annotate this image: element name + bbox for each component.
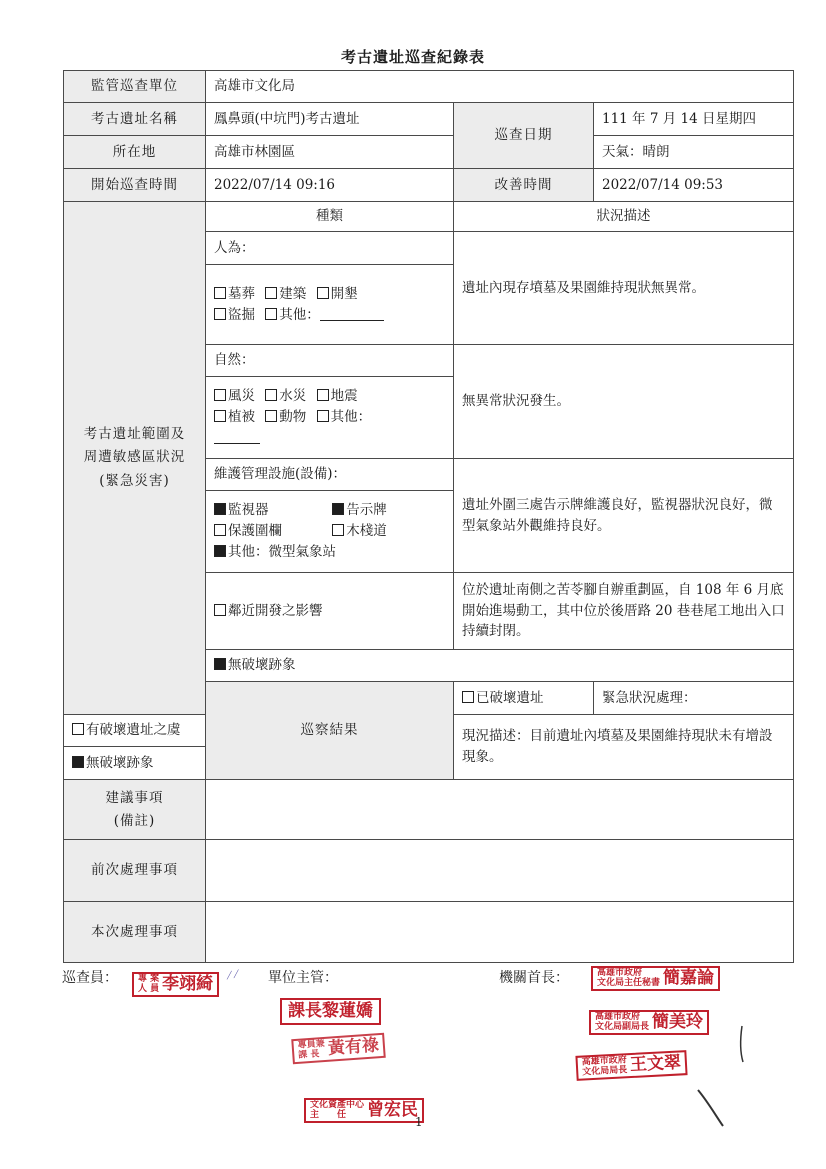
current-value[interactable]	[206, 902, 794, 963]
nearby-option	[206, 573, 454, 650]
nearby-desc: 位於遺址南側之苦苓腳自辦重劃區，自 108 年 6 月底開始進場動工，其中位於後厝路 20 巷巷尾工地出入口持續封閉。	[454, 573, 794, 650]
facility-other-checkbox[interactable]	[214, 545, 226, 557]
nature-other-label: 其他：	[330, 409, 372, 426]
weather-value: 天氣：晴朗	[594, 136, 794, 169]
form-title: 考古遺址巡查紀錄表	[340, 48, 485, 66]
result-risk	[64, 715, 206, 747]
start-time-label: 開始巡查時間	[64, 169, 206, 202]
result-no-damage	[64, 747, 206, 780]
end-time-value: 2022/07/14 09:53	[594, 169, 794, 202]
stamp-section-chief-name: 課長黎蓮嬌	[288, 1001, 373, 1022]
section-no-damage	[206, 650, 794, 682]
human-reclaim-label: 開墾	[330, 285, 358, 302]
stamp-inspector-title: 專 案 人 員	[138, 974, 160, 994]
human-building-label: 建築	[279, 285, 307, 302]
section-label-line2: 周遭敏感區狀況	[83, 449, 186, 466]
stamp-deputy-name: 簡美玲	[652, 1012, 704, 1033]
result-destroyed	[454, 682, 594, 715]
stamp-section-chief	[280, 998, 381, 1025]
facility-heading: 維護管理設施(設備)：	[206, 459, 454, 491]
nature-desc: 無異常狀況發生。	[454, 345, 794, 459]
section-label-line1: 考古遺址範圍及	[83, 425, 186, 442]
result-no-damage-label: 無破壞跡象	[86, 754, 154, 771]
stamp-center-director	[304, 1098, 424, 1123]
result-risk-checkbox[interactable]	[72, 723, 84, 735]
chief-label: 機關首長：	[499, 970, 569, 986]
facility-signboard-label: 告示牌	[346, 502, 387, 519]
result-emergency: 緊急狀況處理：	[594, 682, 794, 715]
col-desc-header: 狀況描述	[454, 202, 794, 232]
section-no-damage-checkbox[interactable]	[214, 658, 226, 670]
result-status: 現況描述：目前遺址內墳墓及果園維持現狀未有增設現象。	[454, 715, 794, 780]
nature-options	[206, 377, 454, 459]
result-destroyed-label: 已破壞遺址	[476, 689, 544, 706]
supervisor-label: 單位主管：	[268, 970, 338, 986]
section-label	[64, 202, 206, 715]
nature-typhoon-checkbox[interactable]	[214, 389, 226, 401]
nearby-checkbox[interactable]	[214, 604, 226, 616]
end-time-label: 改善時間	[454, 169, 594, 202]
nature-vegetation-checkbox[interactable]	[214, 410, 226, 422]
stamp-inspector	[132, 972, 219, 997]
human-reclaim-checkbox[interactable]	[317, 287, 329, 299]
stamp-secretary-title: 高雄市政府 文化局主任秘書	[597, 968, 661, 988]
pen-stroke-mark	[690, 1020, 760, 1130]
result-no-damage-checkbox[interactable]	[72, 756, 84, 768]
stamp-secretary-name: 簡嘉論	[663, 968, 715, 989]
unit-value: 高雄市文化局	[206, 71, 794, 103]
stamp-specialist-name: 黃有祿	[327, 1035, 380, 1059]
stamp-director-title: 高雄市政府 文化局局長	[581, 1055, 628, 1078]
stamp-director-name: 王文翠	[629, 1052, 682, 1076]
date-label: 巡查日期	[454, 103, 594, 169]
nature-animal-label: 動物	[279, 409, 307, 426]
site-label: 考古遺址名稱	[64, 103, 206, 136]
stamp-center-name: 曾宏民	[367, 1100, 419, 1121]
facility-desc: 遺址外圍三處告示牌維護良好，監視器狀況良好，微型氣象站外觀維持良好。	[454, 459, 794, 573]
facility-options	[206, 491, 454, 573]
result-destroyed-checkbox[interactable]	[462, 691, 474, 703]
human-other-blank[interactable]	[320, 306, 384, 321]
facility-boardwalk-label: 木棧道	[346, 523, 387, 540]
stamp-deputy-title: 高雄市政府 文化局副局長	[595, 1012, 650, 1032]
facility-other-label: 其他：微型氣象站	[228, 543, 336, 560]
location-label: 所在地	[64, 136, 206, 169]
previous-value[interactable]	[206, 840, 794, 902]
human-looting-label: 盜掘	[228, 306, 255, 323]
facility-camera-checkbox[interactable]	[214, 503, 226, 515]
nearby-label: 鄰近開發之影響	[228, 602, 323, 619]
suggest-label-line2: (備註)	[113, 812, 156, 829]
nature-vegetation-label: 植被	[228, 409, 255, 426]
date-value: 111 年 7 月 14 日星期四	[594, 103, 794, 136]
human-options	[206, 265, 454, 345]
suggest-label	[64, 780, 206, 840]
stamp-specialist-title: 專員兼 課 長	[297, 1039, 326, 1061]
col-type-header: 種類	[206, 202, 454, 232]
unit-label: 監管巡查單位	[64, 71, 206, 103]
nature-typhoon-label: 風災	[228, 388, 255, 405]
facility-fence-label: 保護圍欄	[228, 523, 282, 540]
stamp-inspector-name: 李翊綺	[162, 974, 214, 995]
current-label: 本次處理事項	[64, 902, 206, 963]
suggest-value[interactable]	[206, 780, 794, 840]
site-value: 鳳鼻頭(中坑門)考古遺址	[206, 103, 454, 136]
human-building-checkbox[interactable]	[265, 287, 277, 299]
facility-signboard-checkbox[interactable]	[332, 503, 344, 515]
nature-earthquake-label: 地震	[330, 388, 358, 405]
facility-fence-checkbox[interactable]	[214, 524, 226, 536]
result-risk-label: 有破壞遺址之虞	[86, 722, 181, 739]
human-burial-label: 墓葬	[228, 285, 255, 302]
human-other-label: 其他：	[279, 306, 320, 323]
inspector-label: 巡查員：	[62, 970, 118, 986]
nature-animal-checkbox[interactable]	[265, 410, 277, 422]
result-label: 巡察結果	[206, 682, 454, 780]
section-label-line3: (緊急災害)	[99, 472, 170, 489]
stamp-director	[575, 1050, 687, 1081]
human-heading: 人為：	[206, 232, 454, 265]
stamp-specialist	[291, 1033, 386, 1064]
nature-earthquake-checkbox[interactable]	[317, 389, 329, 401]
page-number: 1	[415, 1115, 423, 1129]
facility-boardwalk-checkbox[interactable]	[332, 524, 344, 536]
human-looting-checkbox[interactable]	[214, 308, 226, 320]
stamp-center-title: 文化資產中心 主 任	[310, 1100, 365, 1120]
human-desc: 遺址內現存墳墓及果園維持現狀無異常。	[454, 232, 794, 345]
previous-label: 前次處理事項	[64, 840, 206, 902]
human-other-checkbox[interactable]	[265, 308, 277, 320]
facility-camera-label: 監視器	[228, 502, 269, 519]
location-value: 高雄市林園區	[206, 136, 454, 169]
suggest-label-line1: 建議事項	[105, 789, 164, 806]
nature-heading: 自然：	[206, 345, 454, 377]
patrol-record-table	[63, 70, 794, 963]
nature-other-checkbox[interactable]	[317, 410, 329, 422]
stamp-secretary	[591, 966, 720, 991]
start-time-value: 2022/07/14 09:16	[206, 169, 454, 202]
human-burial-checkbox[interactable]	[214, 287, 226, 299]
nature-flood-label: 水災	[279, 388, 307, 405]
handwritten-note: ⟋⟋	[225, 968, 241, 983]
nature-flood-checkbox[interactable]	[265, 389, 277, 401]
section-no-damage-label: 無破壞跡象	[228, 657, 296, 674]
nature-other-blank[interactable]	[214, 429, 260, 444]
